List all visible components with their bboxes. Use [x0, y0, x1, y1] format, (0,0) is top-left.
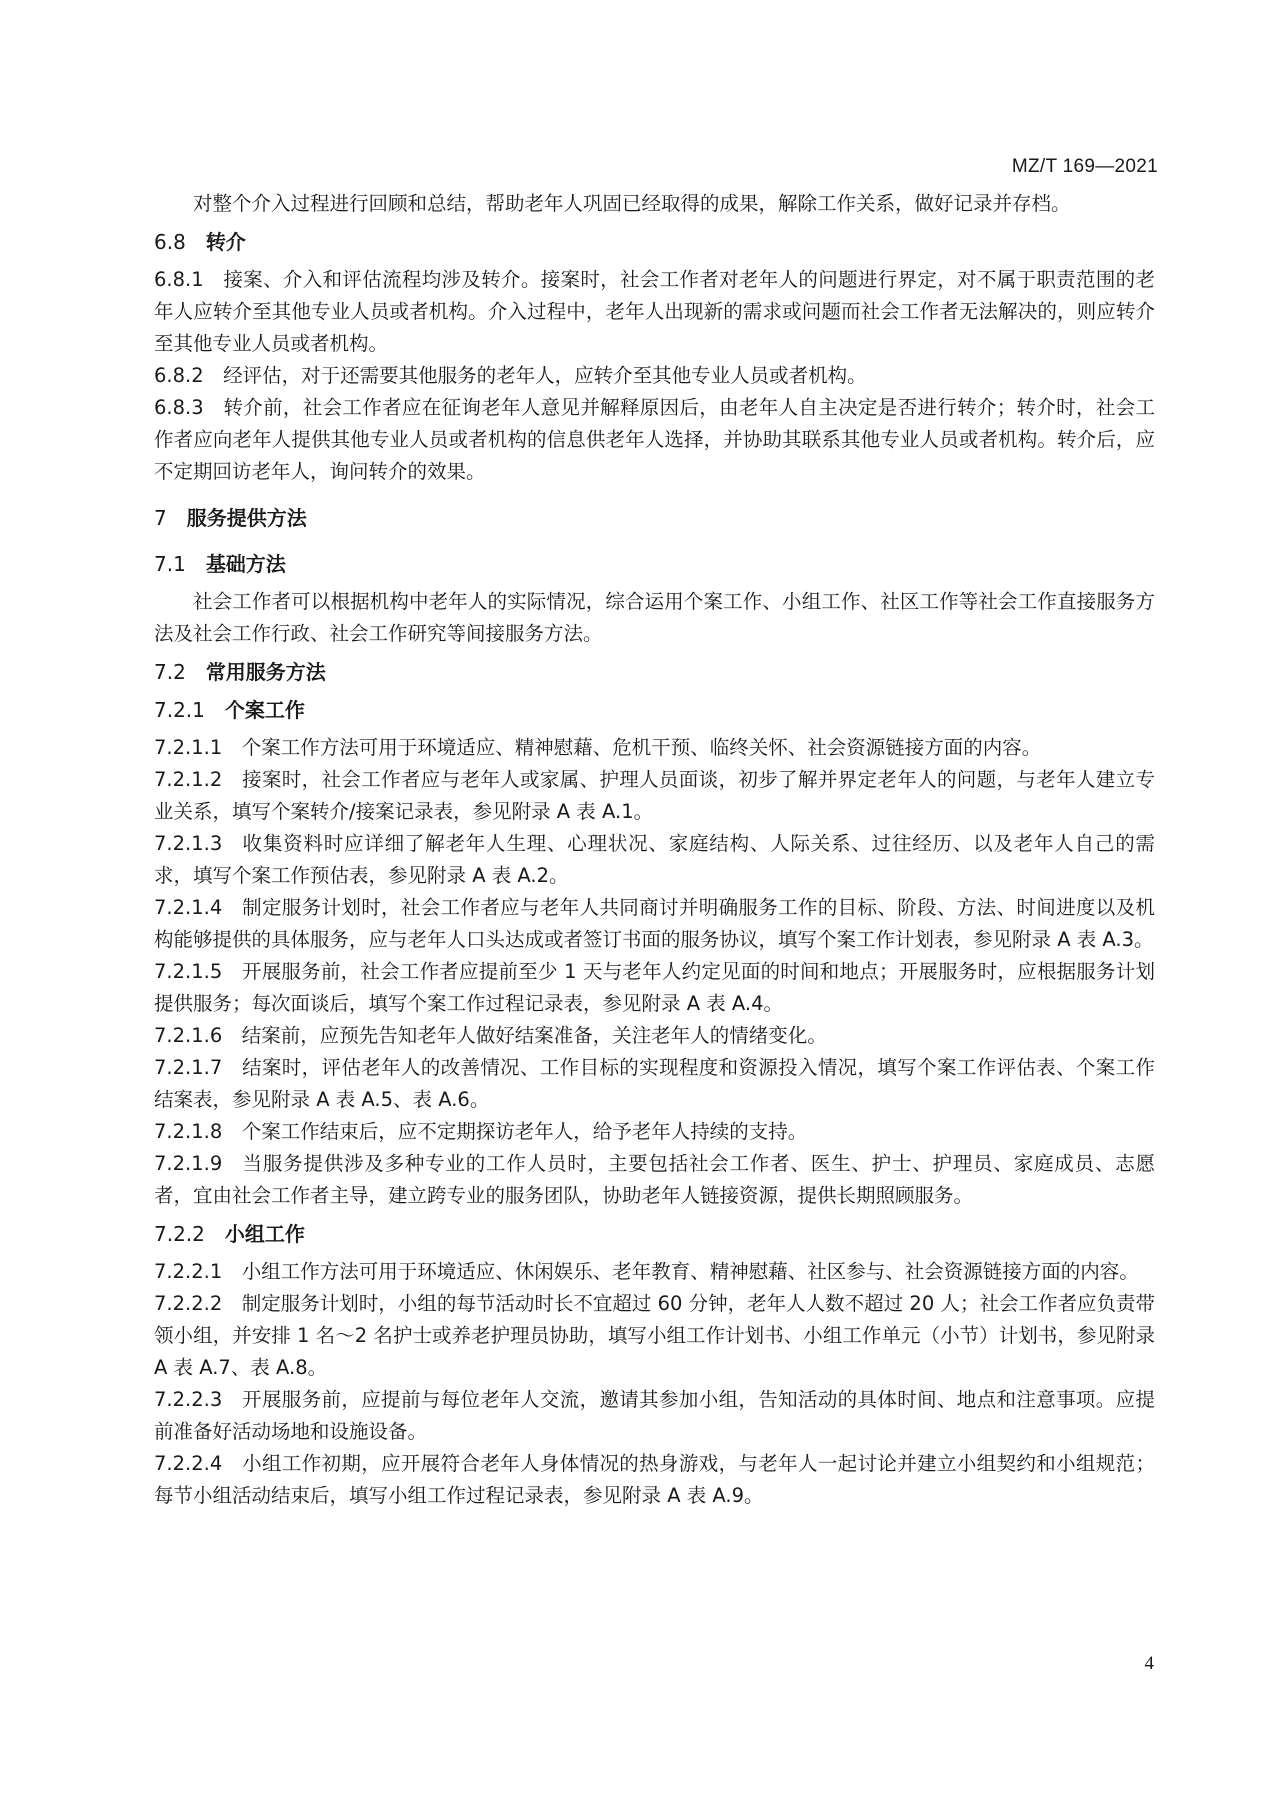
heading-number: 7 [154, 506, 167, 530]
clause-text: 收集资料时应详细了解老年人生理、心理状况、家庭结构、人际关系、过往经历、以及老年人自己的需求，填写个案工作预估表，参见附录 A 表 A.2。 [154, 832, 1155, 887]
clause-gap [222, 1452, 242, 1475]
heading-gap [205, 1222, 225, 1246]
clause-number: 7.2.1.3 [154, 832, 223, 855]
clause-number: 7.2.1.2 [154, 768, 223, 791]
clause-gap [222, 1056, 242, 1079]
clause-number: 7.2.1.6 [154, 1024, 223, 1047]
clause-number: 7.2.2.2 [154, 1292, 223, 1315]
clause-number: 7.2.1.7 [154, 1056, 223, 1079]
clause-gap [222, 896, 242, 919]
body-paragraph: 社会工作者可以根据机构中老年人的实际情况，综合运用个案工作、小组工作、社区工作等社会工作直接服务方法及社会工作行政、社会工作研究等间接服务方法。 [154, 590, 1155, 645]
clause [154, 1116, 1155, 1148]
heading-number: 6.8 [154, 230, 186, 254]
clause-number: 6.8.2 [154, 364, 204, 387]
heading-title: 小组工作 [224, 1222, 305, 1246]
clause [154, 828, 1155, 892]
clause-gap [222, 832, 242, 855]
clause [154, 360, 1155, 392]
clause-text: 结案前，应预先告知老年人做好结案准备，关注老年人的情绪变化。 [241, 1024, 827, 1047]
clause-gap [222, 1388, 242, 1411]
section-heading [154, 226, 1155, 258]
clause-number: 7.2.1.9 [154, 1152, 223, 1175]
clause [154, 764, 1155, 828]
clause-number: 7.2.2.3 [154, 1388, 223, 1411]
heading-number: 7.2.1 [154, 698, 205, 722]
heading-gap [205, 698, 225, 722]
clause [154, 1020, 1155, 1052]
clause-number: 6.8.1 [154, 268, 204, 291]
clause-text: 制定服务计划时，小组的每节活动时长不宜超过 60 分钟，老年人人数不超过 20 人；社会工作者应负责带领小组，并安排 1 名～2 名护士或养老护理员协助，填写小组工作计划书、小组工作单元（小节）计划书，参见附录 A 表 A.7、表 A.8。 [154, 1292, 1155, 1379]
clause-number: 7.2.2.4 [154, 1452, 223, 1475]
heading-number: 7.2.2 [154, 1222, 205, 1246]
clause [154, 1384, 1155, 1448]
clause-gap [222, 960, 242, 983]
section-heading [154, 656, 1155, 688]
clause-gap [222, 1260, 242, 1283]
clause [154, 1256, 1155, 1288]
clause-text: 开展服务前，应提前与每位老年人交流，邀请其参加小组，告知活动的具体时间、地点和注意事项。应提前准备好活动场地和设施设备。 [154, 1388, 1155, 1443]
clause-text: 当服务提供涉及多种专业的工作人员时，主要包括社会工作者、医生、护士、护理员、家庭成员、志愿者，宜由社会工作者主导，建立跨专业的服务团队，协助老年人链接资源，提供长期照顾服务。 [154, 1152, 1155, 1207]
clause-number: 6.8.3 [154, 396, 204, 419]
clause-number: 7.2.1.4 [154, 896, 223, 919]
clause-gap [204, 364, 224, 387]
clause-gap [222, 1120, 242, 1143]
clause-gap [204, 268, 224, 291]
clause [154, 956, 1155, 1020]
heading-gap [186, 552, 206, 576]
clause-gap [222, 768, 242, 791]
section-heading [154, 548, 1155, 580]
clause [154, 892, 1155, 956]
clause [154, 1288, 1155, 1384]
heading-gap [167, 506, 187, 530]
clause-text: 小组工作初期，应开展符合老年人身体情况的热身游戏，与老年人一起讨论并建立小组契约和小组规范；每节小组活动结束后，填写小组工作过程记录表，参见附录 A 表 A.9。 [154, 1452, 1155, 1507]
clause [154, 732, 1155, 764]
clause-number: 7.2.1.5 [154, 960, 223, 983]
clause-number: 7.2.1.8 [154, 1120, 223, 1143]
document-body [154, 188, 1155, 1512]
clause [154, 1448, 1155, 1512]
heading-gap [186, 660, 206, 684]
clause [154, 1148, 1155, 1212]
clause-text: 接案、介入和评估流程均涉及转介。接案时，社会工作者对老年人的问题进行界定，对不属于职责范围的老年人应转介至其他专业人员或者机构。介入过程中，老年人出现新的需求或问题而社会工作者无法解决的，则应转介至其他专业人员或者机构。 [154, 268, 1155, 355]
clause-gap [222, 736, 242, 759]
clause-text: 转介前，社会工作者应在征询老年人意见并解释原因后，由老年人自主决定是否进行转介；转介时，社会工作者应向老年人提供其他专业人员或者机构的信息供老年人选择，并协助其联系其他专业人员或者机构。转介后，应不定期回访老年人，询问转介的效果。 [154, 396, 1155, 483]
chapter-heading [154, 502, 1155, 534]
heading-title: 转介 [205, 230, 246, 254]
subsection-heading [154, 1218, 1155, 1250]
body-paragraph: 对整个介入过程进行回顾和总结，帮助老年人巩固已经取得的成果，解除工作关系，做好记录并存档。 [193, 192, 1071, 215]
heading-number: 7.2 [154, 660, 186, 684]
heading-number: 7.1 [154, 552, 186, 576]
heading-title: 常用服务方法 [205, 660, 326, 684]
clause-gap [222, 1292, 242, 1315]
clause-text: 结案时，评估老年人的改善情况、工作目标的实现程度和资源投入情况，填写个案工作评估表、个案工作结案表，参见附录 A 表 A.5、表 A.6。 [154, 1056, 1155, 1111]
heading-title: 服务提供方法 [186, 506, 307, 530]
clause-text: 接案时，社会工作者应与老年人或家属、护理人员面谈，初步了解并界定老年人的问题，与老年人建立专业关系，填写个案转介/接案记录表，参见附录 A 表 A.1。 [154, 768, 1155, 823]
clause-text: 开展服务前，社会工作者应提前至少 1 天与老年人约定见面的时间和地点；开展服务时，应根据服务计划提供服务；每次面谈后，填写个案工作过程记录表，参见附录 A 表 A.4。 [154, 960, 1155, 1015]
clause-number: 7.2.2.1 [154, 1260, 223, 1283]
clause [154, 264, 1155, 360]
standard-code: MZ/T 169—2021 [1011, 156, 1158, 177]
clause-text: 小组工作方法可用于环境适应、休闲娱乐、老年教育、精神慰藉、社区参与、社会资源链接方面的内容。 [241, 1260, 1139, 1283]
page-number: 4 [1144, 1653, 1154, 1674]
heading-title: 个案工作 [224, 698, 305, 722]
subsection-heading [154, 694, 1155, 726]
heading-gap [186, 230, 206, 254]
clause-number: 7.2.1.1 [154, 736, 223, 759]
clause-gap [204, 396, 224, 419]
clause [154, 392, 1155, 488]
heading-title: 基础方法 [205, 552, 286, 576]
clause [154, 1052, 1155, 1116]
clause-text: 个案工作结束后，应不定期探访老年人，给予老年人持续的支持。 [241, 1120, 808, 1143]
clause-gap [222, 1152, 242, 1175]
clause-text: 经评估，对于还需要其他服务的老年人，应转介至其他专业人员或者机构。 [223, 364, 867, 387]
clause-gap [222, 1024, 242, 1047]
clause-text: 制定服务计划时，社会工作者应与老年人共同商讨并明确服务工作的目标、阶段、方法、时间进度以及机构能够提供的具体服务，应与老年人口头达成或者签订书面的服务协议，填写个案工作计划表，参见附录 A 表 A.3。 [154, 896, 1155, 951]
clause-text: 个案工作方法可用于环境适应、精神慰藉、危机干预、临终关怀、社会资源链接方面的内容。 [241, 736, 1042, 759]
